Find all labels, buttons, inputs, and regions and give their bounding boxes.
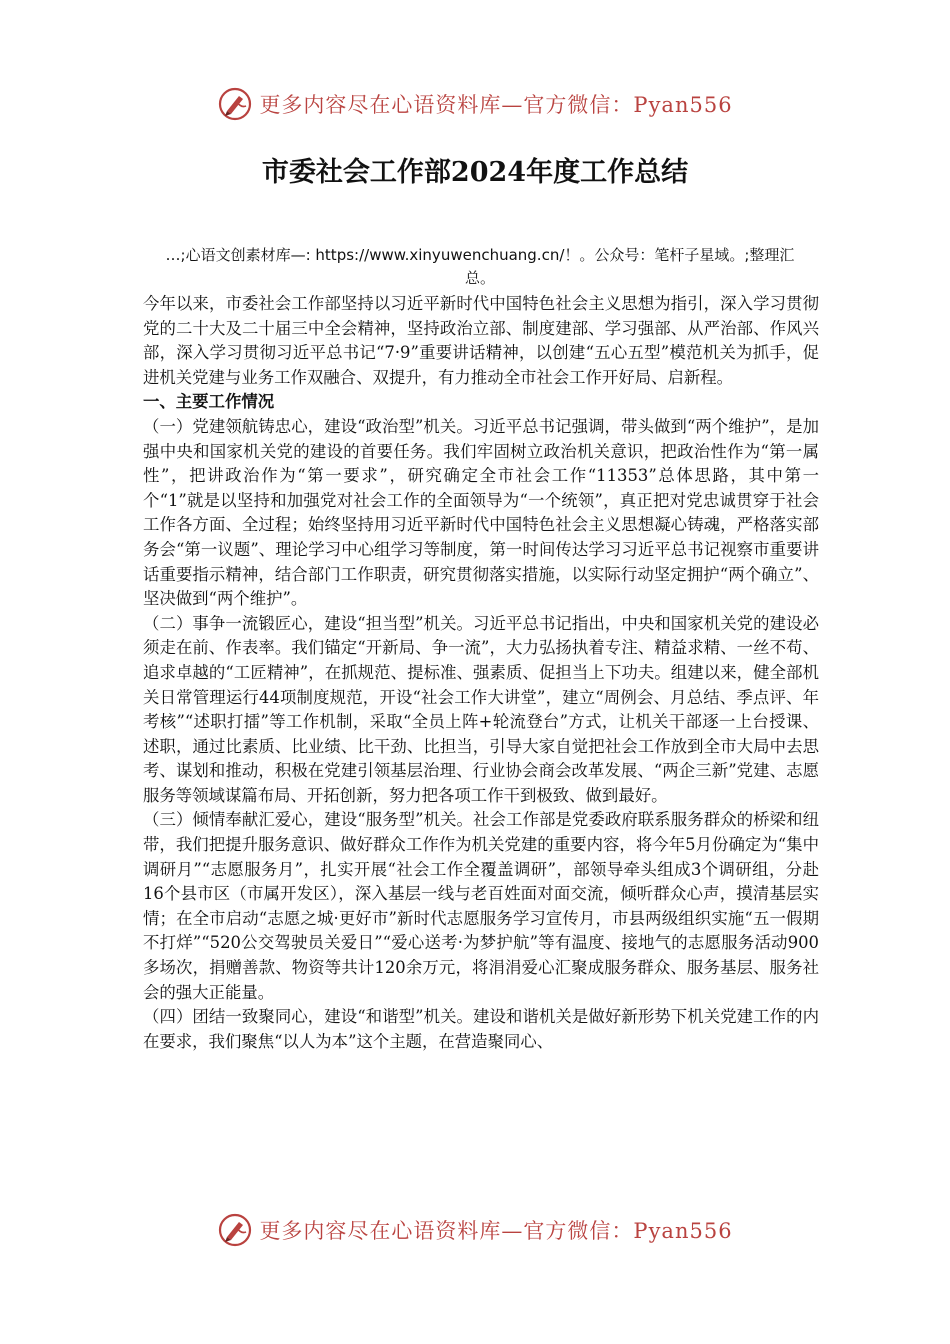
pen-in-circle-icon xyxy=(217,86,253,122)
document-body xyxy=(143,292,819,1054)
intro-paragraph: 今年以来，市委社会工作部坚持以习近平新时代中国特色社会主义思想为指引，深入学习贯彻党的二十大及二十届三中全会精神，坚持政治立部、制度建部、学习强部、从严治部、作风兴部，深入学习贯彻习近平总书记“7·9”重要讲话精神，以创建“五心五型”模范机关为抓手，促进机关党建与业务工作双融合、双提升，有力推动全市社会工作开好局、启新程。 xyxy=(143,294,819,387)
section-heading: 一、主要工作情况 xyxy=(143,392,275,412)
pen-in-circle-icon xyxy=(217,1212,253,1248)
bottom-watermark-banner[interactable] xyxy=(0,1210,950,1250)
body-paragraph-2: （二）事争一流锻匠心，建设“担当型”机关。习近平总书记指出，中央和国家机关党的建设必须走在前、作表率。我们锚定“开新局、争一流”，大力弘扬执着专注、精益求精、一丝不苟、追求卓越的“工匠精神”，在抓规范、提标准、强素质、促担当上下功夫。组建以来，健全部机关日常管理运行44项制度规范，开设“社会工作大讲堂”，建立“周例会、月总结、季点评、年考核”“述职打擂”等工作机制，采取“全员上阵+轮流登台”方式，让机关干部逐一上台授课、述职，通过比素质、比业绩、比干劲、比担当，引导大家自觉把社会工作放到全市大局中去思考、谋划和推动，积极在党建引领基层治理、行业协会商会改革发展、“两企三新”党建、志愿服务等领域谋篇布局、开拓创新，努力把各项工作干到极致、做到最好。 xyxy=(143,613,819,805)
banner-text: 更多内容尽在心语资料库—官方微信：Pyan556 xyxy=(259,1219,733,1243)
body-paragraph-1: （一）党建领航铸忠心，建设“政治型”机关。习近平总书记强调，带头做到“两个维护”，是加强中央和国家机关党的建设的首要任务。我们牢固树立政治机关意识，把政治性作为“第一属性”，把讲政治作为“第一要求”，研究确定全市社会工作“11353”总体思路，其中第一个“1”就是以坚持和加强党对社会工作的全面领导为“一个统领”，真正把对党忠诚贯穿于社会工作各方面、全过程；始终坚持用习近平新时代中国特色社会主义思想凝心铸魂，严格落实部务会“第一议题”、理论学习中心组学习等制度，第一时间传达学习习近平总书记视察市重要讲话重要指示精神，结合部门工作职责，研究贯彻落实措施，以实际行动坚定拥护“两个确立”、坚决做到“两个维护”。 xyxy=(143,416,819,609)
top-watermark-banner[interactable] xyxy=(0,84,950,124)
source-note: …;心语文创素材库—: https://www.xinyuwenchuang.cn/！。公众号：笔杆子星域。;整理汇总。 xyxy=(165,246,795,287)
document-title: 市委社会工作部2024年度工作总结 xyxy=(261,157,689,188)
body-paragraph-3: （三）倾情奉献汇爱心，建设“服务型”机关。社会工作部是党委政府联系服务群众的桥梁和纽带，我们把提升服务意识、做好群众工作作为机关党建的重要内容，将今年5月份确定为“集中调研月”“志愿服务月”，扎实开展“社会工作全覆盖调研”，部领导牵头组成3个调研组，分赴16个县市区（市属开发区），深入基层一线与老百姓面对面交流，倾听群众心声，摸清基层实情；在全市启动“志愿之城·更好市”新时代志愿服务学习宣传月，市县两级组织实施“五一假期不打烊”“520公交驾驶员关爱日”“爱心送考·为梦护航”等有温度、接地气的志愿服务活动900多场次，捐赠善款、物资等共计120余万元，将涓涓爱心汇聚成服务群众、服务基层、服务社会的强大正能量。 xyxy=(143,810,819,1002)
body-paragraph-4: （四）团结一致聚同心，建设“和谐型”机关。建设和谐机关是做好新形势下机关党建工作的内在要求，我们聚焦“以人为本”这个主题，在营造聚同心、 xyxy=(143,1007,819,1051)
banner-text: 更多内容尽在心语资料库—官方微信：Pyan556 xyxy=(259,93,733,117)
